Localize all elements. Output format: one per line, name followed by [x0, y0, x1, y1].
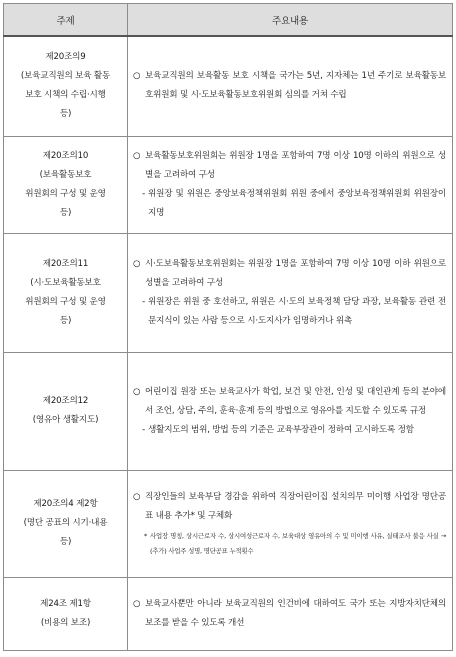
- dash-bullet-icon: -: [142, 188, 145, 199]
- item-text: 보육활동보호위원회는 위원장 1명을 포함하여 7명 이상 10명 이하의 위원으로 성별을 고려하여 구성: [145, 150, 446, 180]
- content-cell: [128, 136, 453, 233]
- topic-cell: [4, 352, 128, 470]
- subitem-text: 위원장은 위원 중 호선하고, 위원은 시·도의 보육정책 담당 과장, 보육활동 관련 전문지식이 있는 사람 등으로 시·도지사가 임명하거나 위촉: [148, 296, 446, 326]
- topic-line: (비용의 보조): [40, 617, 91, 628]
- circle-bullet-icon: ○: [133, 598, 141, 609]
- footnote-text: 사업장 명칭, 상시근로자 수, 상시여성근로자 수, 보육대상 영유아의 수 및 미이행 사유, 실태조사 불응 사실 → (추가) 사업주 성명, 명단공표 누적횟수: [150, 532, 446, 555]
- topic-line: 제20조의12: [42, 396, 89, 406]
- topic-cell: [4, 470, 128, 577]
- topic-line: 등): [59, 537, 72, 547]
- circle-bullet-icon: ○: [133, 492, 141, 502]
- asterisk-icon: *: [144, 532, 147, 540]
- item-text: 시·도보육활동보호위원회는 위원장 1명을 포함하여 7명 이상 10명 이하 위원으로 성별을 고려하여 구성: [145, 258, 446, 288]
- topic-line: 등): [59, 207, 72, 218]
- content-cell: [128, 352, 453, 470]
- subitem-text: 생활지도의 범위, 방법 등의 기준은 교육부장관이 정하여 고시하도록 정함: [148, 424, 414, 435]
- circle-bullet-icon: ○: [133, 258, 141, 269]
- topic-cell: [4, 36, 128, 136]
- circle-bullet-icon: ○: [133, 71, 141, 82]
- subitem-text: 위원장 및 위원은 중앙보육정책위원회 위원 중에서 중앙보육정책위원회 위원장이 지명: [148, 188, 446, 218]
- topic-line: (명단 공표의 시기·내용: [23, 518, 108, 528]
- circle-bullet-icon: ○: [133, 386, 141, 397]
- item-text: 어린이집 원장 또는 보육교사가 학업, 보건 및 안전, 인성 및 대인관계 등의 분야에서 조언, 상담, 주의, 훈육·훈계 등의 방법으로 영유아를 지도할 수 있도록 규정: [145, 386, 446, 416]
- table-row: [4, 136, 453, 233]
- header-topic: 주제: [4, 4, 128, 37]
- topic-line: 등): [59, 315, 72, 326]
- content-subitem: [133, 293, 446, 331]
- item-text: 보육교직원의 보육활동 보호 시책을 국가는 5년, 지자체는 1년 주기로 보육활동보호위원회 및 시·도보육활동보호위원회 심의를 거쳐 수립: [145, 71, 446, 101]
- content-cell: [128, 470, 453, 577]
- topic-line: (시·도보육활동보호: [30, 277, 101, 288]
- table-row: [4, 233, 453, 352]
- topic-line: (보육교직원의 보육 활동: [20, 71, 111, 82]
- table-row: [4, 352, 453, 470]
- content-item: [133, 488, 446, 526]
- circle-bullet-icon: ○: [133, 150, 141, 161]
- table-row: [4, 470, 453, 577]
- topic-line: 제24조 제1항: [40, 598, 91, 609]
- topic-cell: [4, 577, 128, 650]
- content-item: [133, 67, 446, 105]
- content-item: [133, 255, 446, 293]
- topic-line: 제20조의9: [45, 52, 86, 63]
- content-cell: [128, 233, 453, 352]
- topic-line: 위원회의 구성 및 운영: [25, 188, 106, 199]
- content-item: [133, 147, 446, 185]
- content-subitem: [133, 421, 446, 440]
- law-summary-table: [3, 3, 453, 651]
- content-item: [133, 383, 446, 421]
- item-text: 직장인들의 보육부담 경감을 위하여 직장어린이집 설치의무 미이행 사업장 명단공표 내용 추가* 및 구체화: [145, 492, 446, 521]
- content-item: [133, 595, 446, 633]
- content-footnote: [133, 529, 446, 559]
- content-cell: [128, 36, 453, 136]
- table-row: [4, 577, 453, 650]
- topic-cell: [4, 136, 128, 233]
- topic-line: 보호 시책의 수립·시행: [25, 90, 106, 101]
- topic-line: 제20조의10: [42, 150, 89, 161]
- topic-line: 등): [59, 109, 72, 120]
- table-header-row: [4, 4, 453, 37]
- content-cell: [128, 577, 453, 650]
- header-content: 주요내용: [128, 4, 453, 37]
- content-subitem: [133, 185, 446, 223]
- item-text: 보육교사뿐만 아니라 보육교직원의 인건비에 대하여도 국가 또는 지방자치단체의 보조를 받을 수 있도록 개선: [145, 598, 446, 628]
- dash-bullet-icon: -: [142, 296, 145, 307]
- topic-line: 제20조의4 제2항: [33, 499, 98, 509]
- topic-line: 제20조의11: [42, 258, 89, 269]
- topic-line: (영유아 생활지도): [32, 415, 99, 425]
- topic-cell: [4, 233, 128, 352]
- topic-line: 위원회의 구성 및 운영: [25, 296, 106, 307]
- topic-line: (보육활동보호: [39, 169, 92, 180]
- table-row: [4, 36, 453, 136]
- dash-bullet-icon: -: [142, 424, 145, 435]
